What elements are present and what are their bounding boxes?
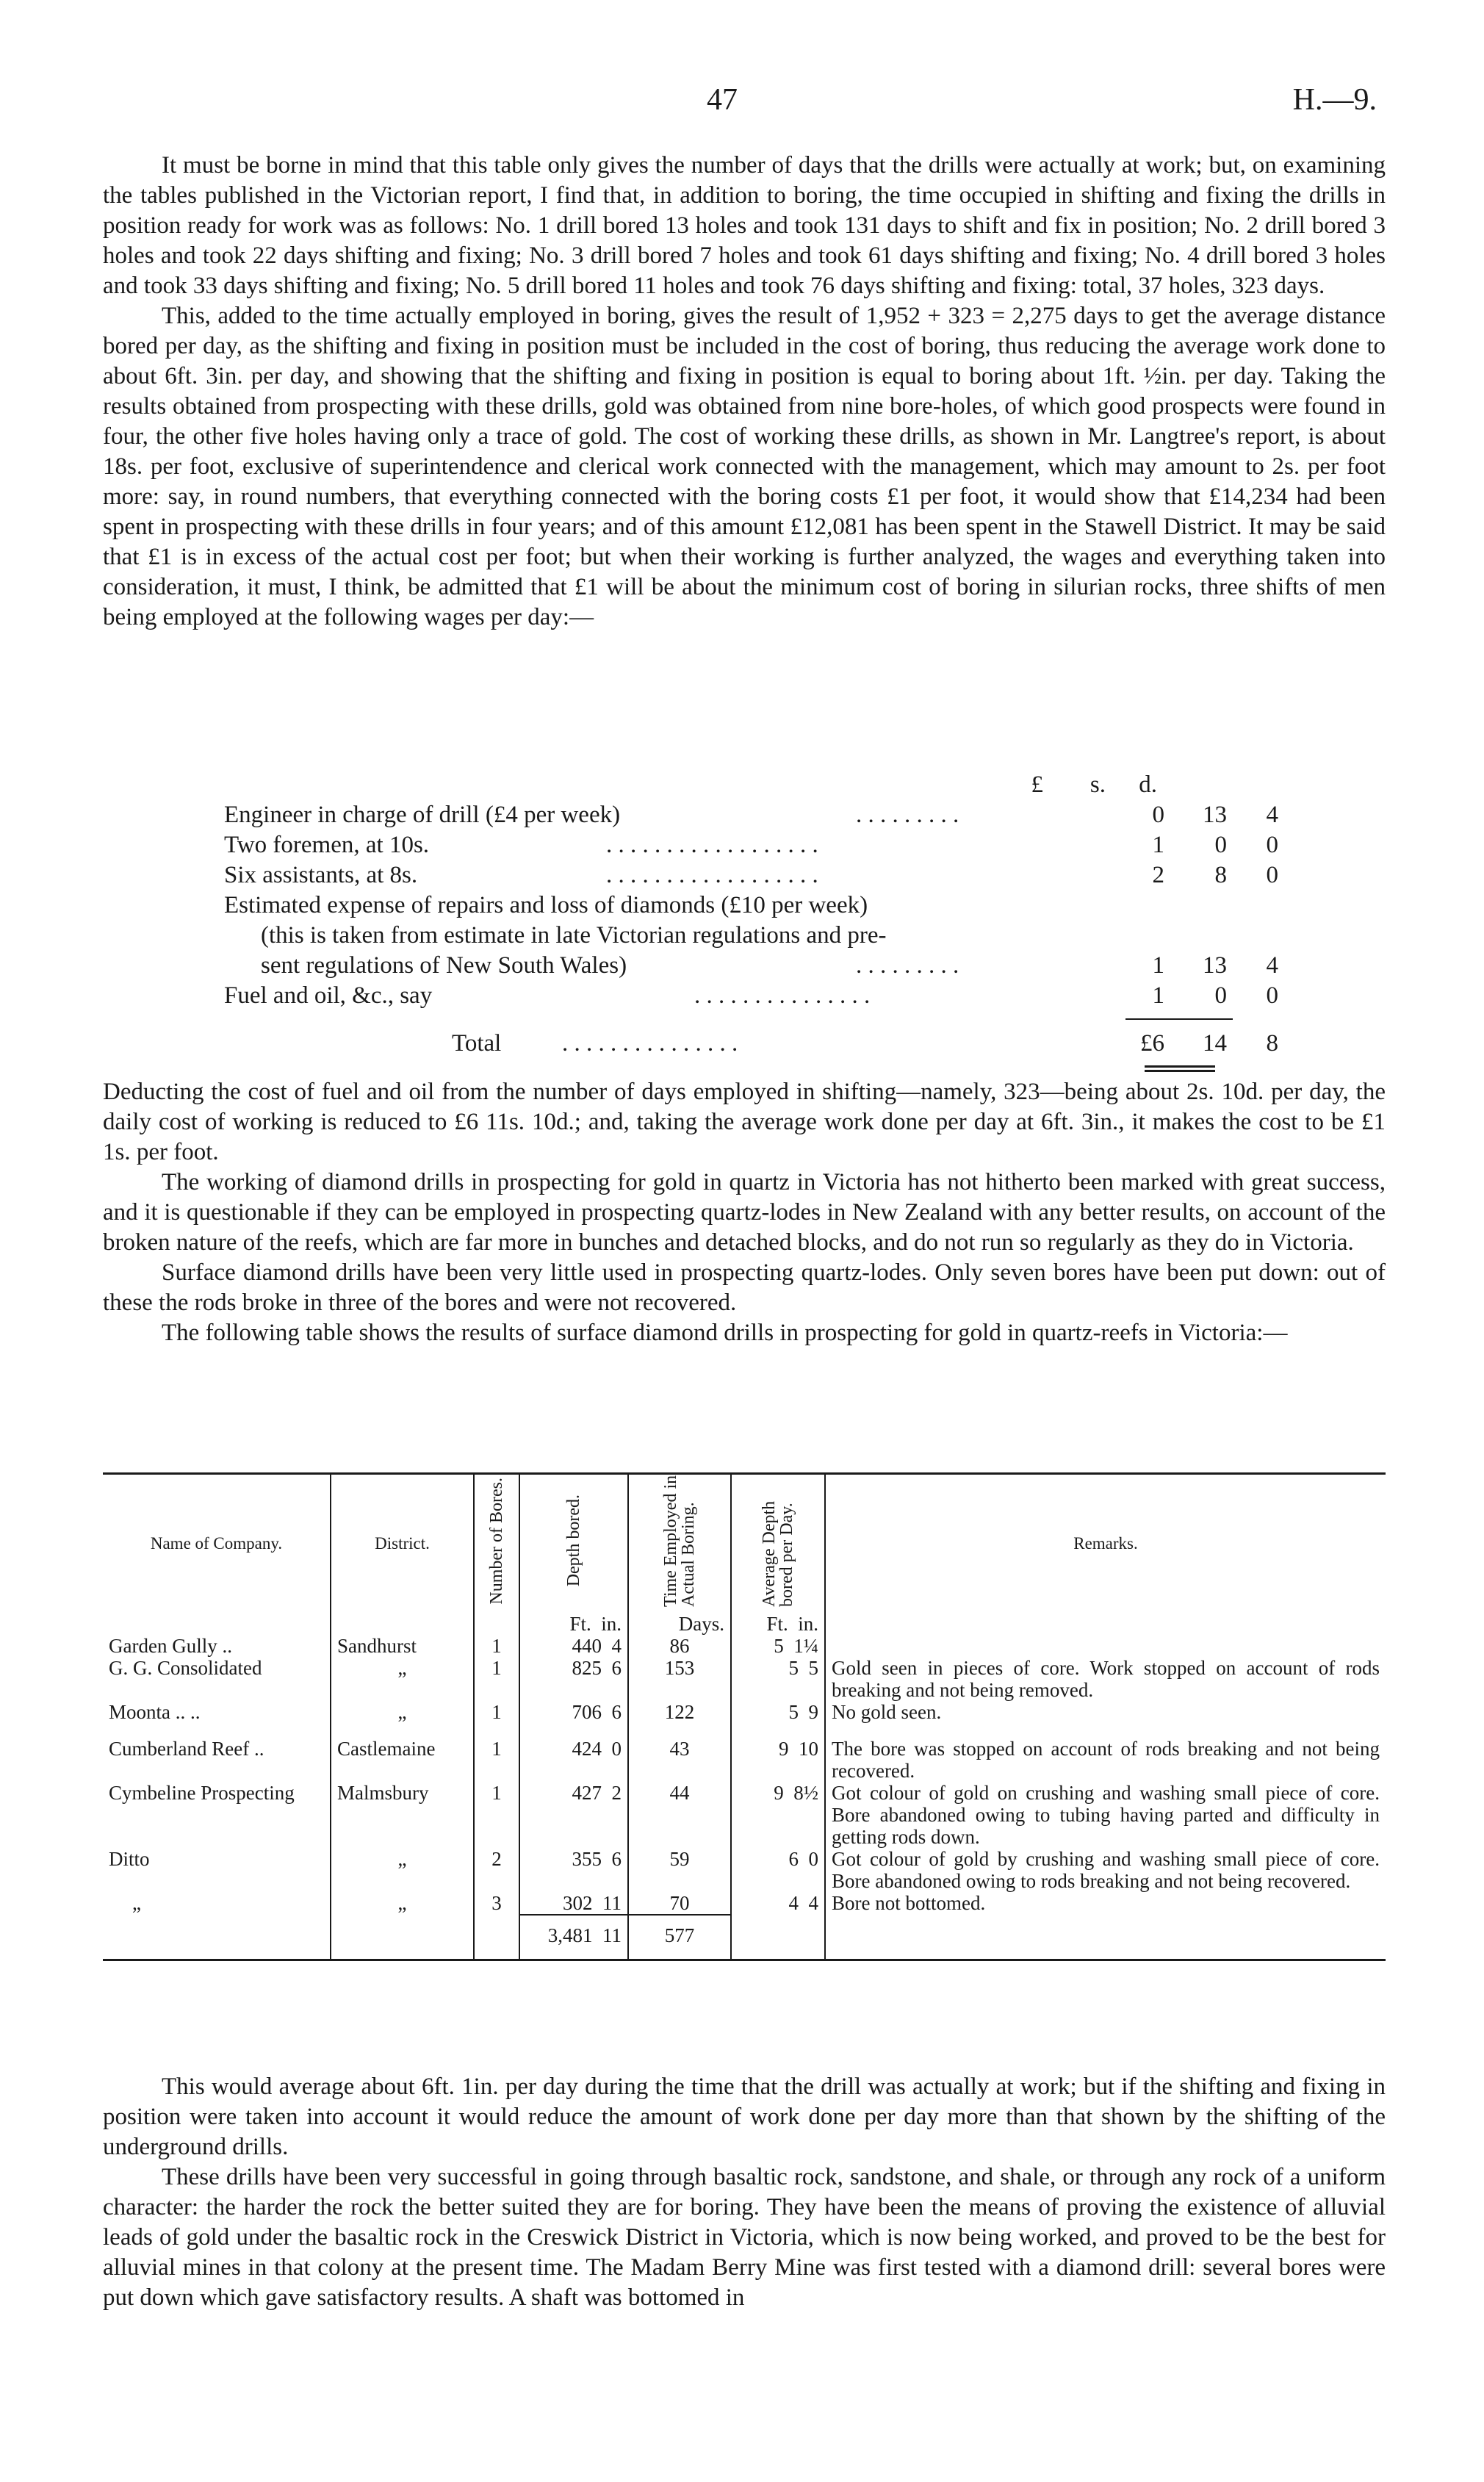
leader-dots: . . . . . . . . . <box>856 802 959 828</box>
table-row: „ „ 3 302 11 70 4 4 Bore not bottomed. <box>103 1892 1386 1915</box>
table-row: Cumberland Reef .. Castlemaine 1 424 0 43 9 10 The bore was stopped on account of rods breaking and not being recovered. <box>103 1723 1386 1782</box>
pence: 0 <box>1266 982 1278 1009</box>
pence-header: d. <box>1139 771 1157 798</box>
paragraph: The working of diamond drills in prospecting for gold in quartz in Victoria has not hitherto been marked with great success, and it is questionable if they can be employed in prospecting quartz-lodes in New Zealand with any better results, on account of the broken nature of the reefs, which are far more in bunches and detached blocks, and do not run so regularly as they do in Victoria. <box>103 1169 1386 1256</box>
col-header-bores: Number of Bores. <box>487 1477 506 1605</box>
paragraph: These drills have been very successful in going through basaltic rock, sandstone, and shale, or through any rock of a uniform character: the harder the rock the better suited they are for boring. They have been the means of proving the existence of alluvial leads of gold under the basaltic rock in the Creswick District in Victoria, which is now being worked, and proved to be the best for alluvial mines in that colony at the present time. The Madam Berry Mine was first tested with a diamond drill: several bores were put down which gave satisfactory results. A shaft was bottomed in <box>103 2164 1386 2311</box>
cost-label: Engineer in charge of drill (£4 per week) <box>224 802 621 828</box>
document-reference: H.—9. <box>1292 83 1377 117</box>
units-days: Days. <box>628 1613 731 1635</box>
pence: 0 <box>1266 862 1278 888</box>
cost-label: Two foremen, at 10s. <box>224 832 430 858</box>
col-header-depth: Depth bored. <box>564 1494 583 1587</box>
col-header-name: Name of Company. <box>103 1474 331 1614</box>
table-total-row: 3,481 11 577 <box>103 1915 1386 1960</box>
paragraph: Surface diamond drills have been very little used in prospecting quartz-lodes. Only seven bores have been put down: out of these the rods broke in three of the bores and were not recovered. <box>103 1259 1386 1316</box>
shillings: 0 <box>1214 982 1227 1009</box>
table-row: Moonta .. .. „ 1 706 6 122 5 9 No gold seen. <box>103 1701 1386 1723</box>
col-header-time: Time Employed in Actual Boring. <box>661 1475 698 1607</box>
total-pounds: £6 <box>1140 1030 1164 1057</box>
leader-dots: . . . . . . . . . . . . . . . . . . <box>606 862 818 888</box>
pounds-header: £ <box>1031 771 1043 798</box>
cost-label: Six assistants, at 8s. <box>224 862 418 888</box>
page-number: 47 <box>707 83 738 117</box>
sum-rule <box>1125 1018 1233 1020</box>
pence: 0 <box>1266 832 1278 858</box>
cost-label: (this is taken from estimate in late Victorian regulations and pre- <box>261 922 887 949</box>
shillings-header: s. <box>1089 771 1106 798</box>
paragraph: This, added to the time actually employed in boring, gives the result of 1,952 + 323 = 2,275 days to get the average distance bored per day, as the shifting and fixing in position must be included in the cost of boring, thus reducing the average work done to about 6ft. 3in. per day, and showing that the shifting and fixing in position is equal to boring about 1ft. ½in. per day. Taking the results obtained from prospecting with these drills, gold was obtained from nine bore-holes, of which good prospects were found in four, the other five holes having only a trace of gold. The cost of working these drills, as shown in Mr. Langtree's report, is about 18s. per foot, exclusive of superintendence and clerical work connected with the management, which may amount to 2s. per foot more: say, in round numbers, that everything connected with the boring costs £1 per foot, it would show that £14,234 had been spent in prospecting with these drills in four years; and of this amount £12,081 has been spent in the Stawell District. It may be said that £1 is in excess of the actual cost per foot; but when their working is further analyzed, the wages and everything taken into consideration, it must, I think, be admitted that £1 will be about the minimum cost of boring in silurian rocks, three shifts of men being employed at the following wages per day:— <box>103 303 1386 630</box>
units-depth: Ft. in. <box>519 1613 628 1635</box>
cost-label: Estimated expense of repairs and loss of diamonds (£10 per week) <box>224 892 868 918</box>
table-row: Ditto „ 2 355 6 59 6 0 Got colour of gold by crushing and washing small piece of core. Bore abandoned owing to rods breaking and not being recovered. <box>103 1848 1386 1892</box>
double-rule <box>1145 1070 1215 1072</box>
pounds: 2 <box>1152 862 1164 888</box>
paragraph: It must be borne in mind that this table only gives the number of days that the drills were actually at work; but, on examining the tables published in the Victorian report, I find that, in addition to boring, the time occupied in shifting and fixing the drills in position ready for work was as follows: No. 1 drill bored 13 holes and took 131 days to shift and fix in position; No. 2 drill bored 3 holes and took 22 days shifting and fixing; No. 3 drill bored 7 holes and took 61 days shifting and fixing; No. 4 drill bored 3 holes and took 33 days shifting and fixing; No. 5 drill bored 11 holes and took 76 days shifting and fixing: total, 37 holes, 323 days. <box>103 152 1386 299</box>
body-text-middle <box>103 1077 1386 1348</box>
table-row: Cymbeline Prospecting Malmsbury 1 427 2 44 9 8½ Got colour of gold on crushing and washing small piece of core. Bore abandoned owing to tubing having parted and difficulty in getting rods down. <box>103 1782 1386 1848</box>
paragraph: This would average about 6ft. 1in. per day during the time that the drill was actually at work; but if the shifting and fixing in position were taken into account it would reduce the amount of work done per day more than that shown by the shifting of the underground drills. <box>103 2073 1386 2160</box>
paragraph: The following table shows the results of surface diamond drills in prospecting for gold in quartz-reefs in Victoria:— <box>162 1320 1288 1346</box>
body-text-bottom <box>103 2072 1386 2313</box>
table-row: G. G. Consolidated „ 1 825 6 153 5 5 Gold seen in pieces of core. Work stopped on account of rods breaking and not being removed. <box>103 1657 1386 1701</box>
pounds: 1 <box>1152 952 1164 979</box>
col-header-average: Average Depth bored per Day. <box>760 1500 796 1607</box>
pounds: 0 <box>1152 802 1164 828</box>
leader-dots: . . . . . . . . . . . . . . . . . . <box>606 832 818 858</box>
total-pence: 8 <box>1266 1030 1278 1057</box>
pounds: 1 <box>1152 832 1164 858</box>
leader-dots: . . . . . . . . . . . . . . . <box>562 1030 738 1057</box>
double-rule <box>1145 1065 1215 1068</box>
leader-dots: . . . . . . . . . . . . . . . <box>694 982 871 1009</box>
body-text-top <box>103 151 1386 633</box>
col-header-district: District. <box>331 1474 474 1614</box>
leader-dots: . . . . . . . . . <box>856 952 959 979</box>
pence: 4 <box>1266 802 1278 828</box>
shillings: 13 <box>1203 802 1227 828</box>
results-table <box>103 1472 1386 1961</box>
total-shillings: 14 <box>1203 1030 1227 1057</box>
table-row: Garden Gully .. Sandhurst 1 440 4 86 5 1¼ <box>103 1635 1386 1657</box>
col-header-remarks: Remarks. <box>825 1474 1386 1614</box>
units-average: Ft. in. <box>731 1613 825 1635</box>
paragraph: Deducting the cost of fuel and oil from the number of days employed in shifting—namely, 323—being about 2s. 10d. per day, the daily cost of working is reduced to £6 11s. 10d.; and, taking the average work done per day at 6ft. 3in., it makes the cost to be £1 1s. per foot. <box>103 1079 1386 1165</box>
pounds: 1 <box>1152 982 1164 1009</box>
cost-label: sent regulations of New South Wales) <box>261 952 627 979</box>
total-label: Total <box>452 1030 502 1057</box>
shillings: 0 <box>1214 832 1227 858</box>
cost-label: Fuel and oil, &c., say <box>224 982 433 1009</box>
shillings: 13 <box>1203 952 1227 979</box>
pence: 4 <box>1266 952 1278 979</box>
shillings: 8 <box>1214 862 1227 888</box>
